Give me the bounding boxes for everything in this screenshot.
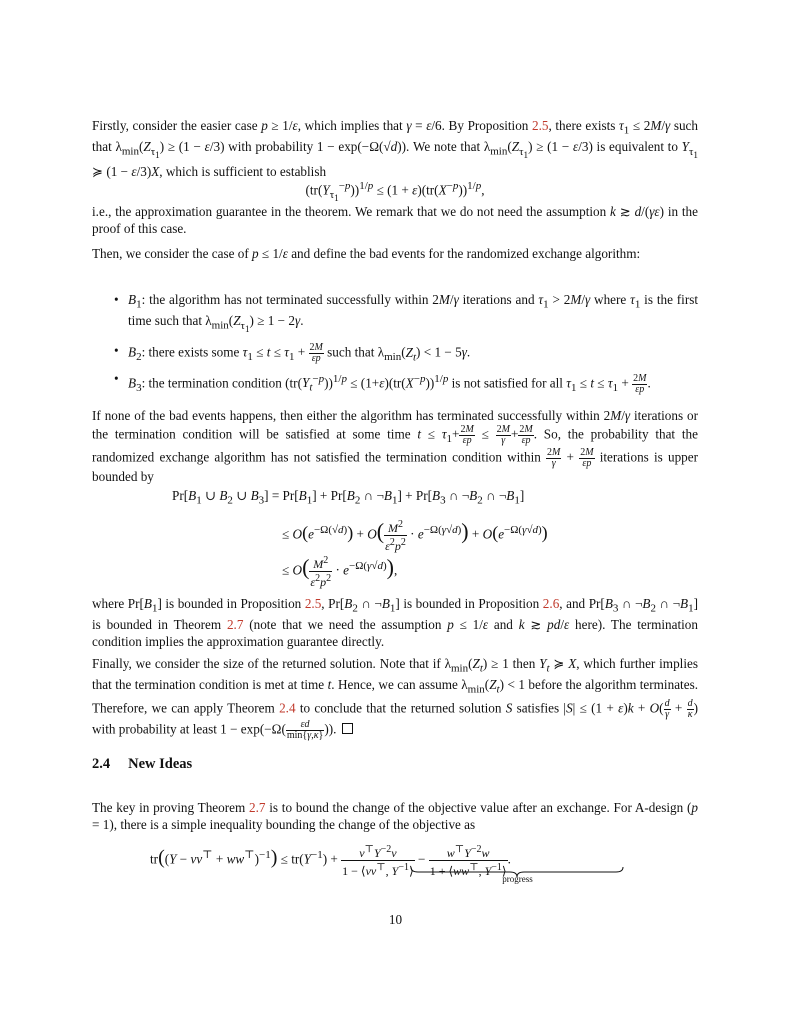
bad-events-list (92, 292, 698, 402)
equation-approximation: $(tr(Y_{\tau_1}^{-p}))^{1/p} \le (1 + \varepsilon)(tr(X^{-p}))^{1/p}$, (305, 180, 485, 204)
align-line-2: ≤ $O(e^{-\Omega(√d)}) + O$( $\frac{M^2}{\varepsilon^2p^2}$ · $e^{-\Omega(\gamma√d)}) + O(e^{-\Omega(\gamma√d)})$ (282, 518, 548, 553)
section-title: New Ideas (128, 756, 193, 772)
paragraph-solution-size: Finally, we consider the size of the returned solution. Note that if $\lambda_{min}(Z_t) \ge 1$ then $Y_t$ ≽ X, which further implies that the termination condition is met at time t. Hence, we can assume $\lambda_{min}(Z_t) < 1$ before the algorithm terminates. Therefore, we can apply Theorem 2.4 to conclude that the returned solution S satisfies |S| ≤ (1 + ε)k + O( $\frac{d}{\gamma}$ + $\frac{d}{\kappa}$ ) with probability at least 1 − exp(−Ω( $\frac{\varepsilon d}{\min\{\gamma,\kappa\}}$ )). (92, 656, 699, 741)
section-heading-new-ideas (92, 756, 192, 773)
paragraph-bad-events-intro: Then, we consider the case of p ≤ 1/ε and define the bad events for the randomized exchange algorithm: (92, 246, 641, 261)
ref-prop-2-5[interactable]: 2.5 (532, 118, 549, 133)
page-number: 10 (388, 912, 403, 927)
align-line-3: ≤ O( $\frac{M^2}{\varepsilon^2p^2}$ · $e^{-\Omega(\gamma√d)}$), (282, 554, 398, 589)
bad-event-b2: • $B_2$: there exists some $\tau_1 \le t \le \tau_1$ + $\frac{2M}{\varepsilon p}$ such that $\lambda_{min}(Z_t) < 1 - 5\gamma$. (114, 342, 471, 365)
paragraph-key-idea: The key in proving Theorem 2.7 is to bound the change of the objective value after an exchange. For A-design (p = 1), there is a simple inequality bounding the change of the objective as (92, 800, 698, 832)
section-number: 2.4 (92, 756, 111, 772)
align-line-1: $Pr[B_1$ ∪ $B_2$ ∪ $B_3] = Pr[B_1] + Pr[B_2$ ∩ $\neg B_1] + Pr[B_3$ ∩ $\neg B_2$ ∩ $\neg B_1$] (172, 488, 525, 507)
qed-square-icon (342, 723, 353, 734)
ref-thm-2-7-b[interactable]: 2.7 (249, 800, 266, 815)
ref-prop-2-6[interactable]: 2.6 (542, 596, 560, 611)
paragraph-easier-case: Firstly, consider the easier case p ≥ 1/ε, which implies that γ = ε/6. By Proposition 2.5, there exists $\tau_1 \le 2M/\gamma$ such that $\lambda_{min}(Z_{\tau_1}) \ge (1 - \varepsilon/3)$ with probability 1 − exp(−Ω(√d)). We note that $\lambda_{min}(Z_{\tau_1}) \ge (1 - \varepsilon/3)$ is equivalent to $Y_{\tau_1}$ ≽ (1 − ε/3)X, which is sufficient to establish (92, 118, 698, 180)
ref-thm-2-7[interactable]: 2.7 (226, 617, 244, 633)
paragraph-bound-refs: where $Pr[B_1]$ is bounded in Proposition 2.5, $Pr[B_2$ ∩ $\neg B_1$] is bounded in Proposition 2.6, and $Pr[B_3$ ∩ $\neg B_2$ ∩ $\neg B_1$] is bounded in Theorem 2.7 (note that we need the assumption p ≤ 1/ε and k ≳ pd/ε here). The termination condition implies the approximation guarantee directly. (92, 596, 698, 650)
paragraph-ie: i.e., the approximation guarantee in the theorem. We remark that we do not need the assumption k ≳ d/(γε) in the proof of this case. (92, 204, 699, 236)
equation-objective-change: $tr((Y - vv^⊤ + ww^⊤)^{-1}) \le tr(Y^{-1})$ + $\frac{v^⊤Y^{-2}v}{1 - ⟨vv^⊤, Y^{-1}⟩}$ − $\frac{w^⊤Y^{-2}w}{1 + ⟨ww^⊤, Y^{-1}⟩}$ . (150, 844, 511, 878)
bad-event-b1: • $B_1$: the algorithm has not terminated successfully within 2M/γ iterations and $\tau_1 > 2M/\gamma$ where $\tau_1$ is the first time such that $\lambda_{min}(Z_{\tau_1}) \ge 1 - 2\gamma$. (114, 292, 699, 335)
bad-event-b3: • $B_3$: the termination condition $(tr(Y_t^{-p}))^{1/p} \le (1+\varepsilon)(tr(X^{-p}))^{1/p}$ is not satisfied for all $\tau_1 \le t \le \tau_1$ + $\frac{2M}{\varepsilon p}$ . (114, 371, 651, 395)
paragraph-probability: If none of the bad events happens, then either the algorithm has terminated successfully within 2M/γ iterations or the termination condition will be satisfied at some time $t \le \tau_1+$ $\frac{2M}{\varepsilon p}$ ≤ $\frac{2M}{\gamma}$ + $\frac{2M}{\varepsilon p}$ . So, the probability that the randomized exchange algorithm has not satisfied the termination condition within $\frac{2M}{\gamma}$ + $\frac{2M}{\varepsilon p}$ iterations is upper bounded by (92, 408, 698, 484)
underbrace-label: progress (502, 874, 533, 884)
ref-prop-2-5-b[interactable]: 2.5 (304, 596, 322, 611)
ref-thm-2-4[interactable]: 2.4 (279, 700, 296, 716)
probability-bound-align (92, 488, 698, 588)
